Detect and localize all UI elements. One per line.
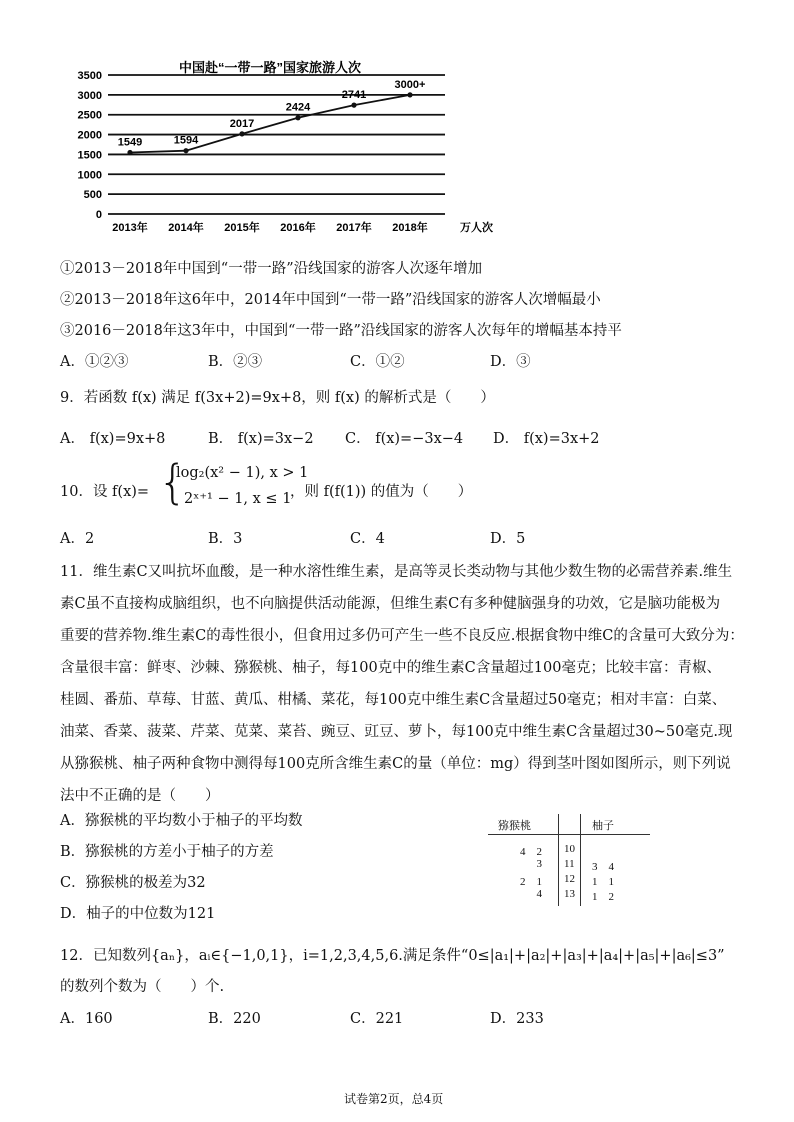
y-tick-label: 2500 xyxy=(77,109,102,122)
q10-option-b[interactable]: B．3 xyxy=(208,531,243,547)
q8-option-b[interactable]: B．②③ xyxy=(208,354,263,370)
data-point xyxy=(127,150,132,155)
q10-option-a[interactable]: A．2 xyxy=(60,531,95,547)
q8-statement-1: ①2013－2018年中国到“一带一路”沿线国家的游客人次逐年增加 xyxy=(60,261,483,277)
x-tick-label: 2013年 xyxy=(112,222,148,234)
stem-leaf-right-leaves: 1 2 xyxy=(592,891,614,903)
q11-line-3: 重要的营养物.维生素C的毒性很小，但食用过多仍可产生一些不良反应.根据食物中维C的含量可大致分为： xyxy=(60,628,744,644)
stem-leaf-stem: 11 xyxy=(564,858,575,870)
stem-leaf-left-leaves: 2 1 xyxy=(520,876,542,888)
stem-leaf-stem: 12 xyxy=(564,873,575,885)
q11-option-d[interactable]: D．柚子的中位数为121 xyxy=(60,906,216,922)
y-tick-label: 3000 xyxy=(77,89,102,102)
q9-option-d[interactable]: D． f(x)=3x+2 xyxy=(493,431,600,447)
data-label: 2424 xyxy=(285,101,311,114)
x-tick-label: 2016年 xyxy=(280,222,316,234)
data-point xyxy=(351,103,356,108)
chart-gridlines xyxy=(108,75,445,214)
q11-line-4: 含量很丰富：鲜枣、沙棘、猕猴桃、柚子，每100克中的维生素C含量超过100毫克；比较丰富：青椒、 xyxy=(60,660,721,676)
y-tick-label: 500 xyxy=(83,189,102,202)
series-line xyxy=(130,95,410,153)
q11-line-1: 11．维生素C又叫抗坏血酸，是一种水溶性维生素，是高等灵长类动物与其他少数生物的必需营养素.维生 xyxy=(60,564,733,580)
data-label: 1549 xyxy=(117,136,143,149)
q10-brace: { xyxy=(158,455,188,509)
q12-line-1: 12．已知数列{aₙ}，aᵢ∈{−1,0,1}，i=1,2,3,4,5,6.满足条件“0≤|a₁|+|a₂|+|a₃|+|a₄|+|a₅|+|a₆|≤3” xyxy=(60,948,725,964)
stem-leaf-stem: 13 xyxy=(564,888,575,900)
y-tick-label: 1000 xyxy=(77,169,102,182)
data-point xyxy=(239,131,244,136)
q12-option-d[interactable]: D．233 xyxy=(490,1011,544,1027)
q8-option-d[interactable]: D．③ xyxy=(490,354,531,370)
x-tick-label: 2014年 xyxy=(168,222,204,234)
chart-title: 中国赴“一带一路”国家旅游人次 xyxy=(178,60,362,75)
q11-option-c[interactable]: C．猕猴桃的极差为32 xyxy=(60,875,206,891)
q9-option-b[interactable]: B． f(x)=3x−2 xyxy=(208,431,314,447)
x-tick-label: 2017年 xyxy=(336,222,372,234)
q11-line-7: 从猕猴桃、柚子两种食物中测得每100克所含维生素C的量（单位：mg）得到茎叶图如图所示，则下列说 xyxy=(60,756,731,772)
y-tick-label: 3500 xyxy=(77,70,102,82)
page-footer: 试卷第2页，总4页 xyxy=(344,1092,444,1106)
q11-option-a[interactable]: A．猕猴桃的平均数小于柚子的平均数 xyxy=(60,813,303,829)
q11-line-5: 桂圆、番茄、草莓、甘蓝、黄瓜、柑橘、菜花，每100克中维生素C含量超过50毫克；相对丰富：白菜、 xyxy=(60,692,727,708)
data-point xyxy=(407,92,412,97)
q8-statement-2: ②2013－2018年这6年中，2014年中国到“一带一路”沿线国家的游客人次增幅最小 xyxy=(60,292,601,308)
stem-leaf-left-leaves: 4 2 xyxy=(520,846,542,858)
y-tick-label: 2000 xyxy=(77,129,102,142)
stem-leaf-right-header: 柚子 xyxy=(592,820,614,832)
q11-line-6: 油菜、香菜、菠菜、芹菜、苋菜、菜苔、豌豆、豇豆、萝卜，每100克中维生素C含量超过30~50毫克.现 xyxy=(60,724,733,740)
data-point xyxy=(183,148,188,153)
stem-leaf-stem: 10 xyxy=(564,843,575,855)
q10-option-d[interactable]: D．5 xyxy=(490,531,526,547)
data-label: 2741 xyxy=(341,89,367,102)
y-tick-label: 1500 xyxy=(77,149,102,162)
chart-y-ticks xyxy=(78,70,102,221)
data-label: 1594 xyxy=(173,134,199,147)
q9-stem: 9．若函数 f(x) 满足 f(3x+2)=9x+8，则 f(x) 的解析式是（ ） xyxy=(60,390,495,406)
q12-option-c[interactable]: C．221 xyxy=(350,1011,404,1027)
q11-line-2: 素C虽不直接构成脑组织，也不向脑提供活动能源，但维生素C有多种健脑强身的功效，它是脑功能极为 xyxy=(60,596,721,612)
q8-statement-3: ③2016－2018年这3年中，中国到“一带一路”沿线国家的游客人次每年的增幅基本持平 xyxy=(60,323,622,339)
q10-tail: ，则 f(f(1)) 的值为（ ） xyxy=(290,484,473,500)
q10-lead: 10．设 f(x)= xyxy=(60,484,150,500)
chart-unit-label: 万人次 xyxy=(460,222,493,234)
data-label: 2017 xyxy=(229,117,255,130)
q9-option-c[interactable]: C． f(x)=−3x−4 xyxy=(345,431,464,447)
q12-line-2: 的数列个数为（ ）个. xyxy=(60,979,225,995)
q10-case-1: log₂(x² − 1), x > 1 xyxy=(176,465,309,481)
tourism-line-chart xyxy=(60,50,500,240)
stem-leaf-left-header: 猕猴桃 xyxy=(498,820,531,832)
y-tick-label: 0 xyxy=(95,209,102,221)
q12-option-a[interactable]: A．160 xyxy=(60,1011,113,1027)
data-point xyxy=(295,115,300,120)
q10-option-c[interactable]: C．4 xyxy=(350,531,385,547)
q11-option-b[interactable]: B．猕猴桃的方差小于柚子的方差 xyxy=(60,844,274,860)
stem-leaf-right-leaves: 3 4 xyxy=(592,861,614,873)
q12-option-b[interactable]: B．220 xyxy=(208,1011,261,1027)
stem-leaf-left-leaves: 4 xyxy=(536,888,542,900)
q8-option-c[interactable]: C．①② xyxy=(350,354,405,370)
stem-leaf-plot xyxy=(488,814,650,906)
stem-leaf-left-leaves: 3 xyxy=(536,858,542,870)
q9-option-a[interactable]: A． f(x)=9x+8 xyxy=(60,431,166,447)
stem-leaf-right-leaves: 1 1 xyxy=(592,876,614,888)
q11-line-8: 法中不正确的是（ ） xyxy=(60,788,220,804)
x-tick-label: 2018年 xyxy=(392,222,428,234)
q8-option-a[interactable]: A．①②③ xyxy=(60,354,129,370)
chart-data-labels xyxy=(118,79,426,149)
q10-case-2: 2ˣ⁺¹ − 1, x ≤ 1 xyxy=(184,491,292,507)
chart-x-ticks xyxy=(112,220,427,234)
data-label: 3000+ xyxy=(394,78,426,91)
x-tick-label: 2015年 xyxy=(224,222,260,234)
